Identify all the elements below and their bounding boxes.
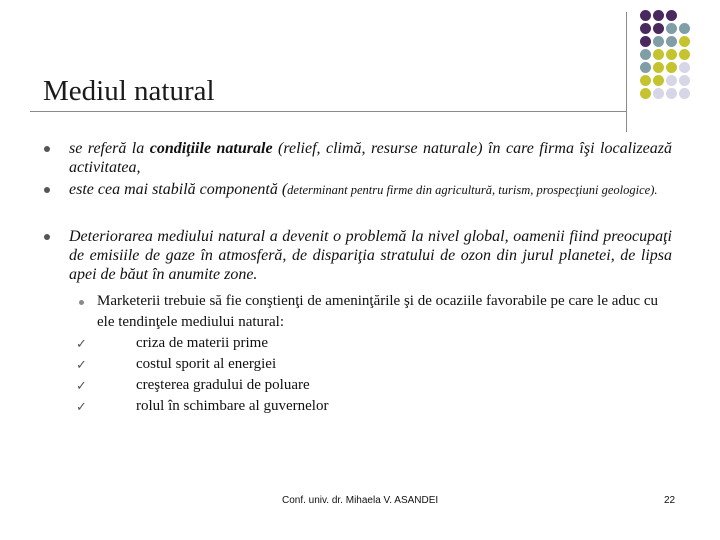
decorative-dot [640, 10, 651, 21]
check-icon: ✓ [76, 379, 87, 394]
check-item-1: criza de materii prime [136, 335, 269, 351]
decorative-dot [679, 62, 690, 73]
decorative-dot [679, 75, 690, 86]
decorative-dot [640, 75, 651, 86]
decorative-dot [640, 23, 651, 34]
sub-bullet-text: Marketerii trebuie să fie conştienţi de ameninţările şi de ocaziile favorabile pe care le aduc cu ele tendinţele mediului natural: [97, 293, 658, 330]
bullet-1-bold: condiţiile naturale [149, 140, 273, 157]
decorative-dot [666, 23, 677, 34]
decorative-dot [653, 10, 664, 21]
slide-title: Mediul natural [43, 75, 215, 107]
decorative-dot [640, 88, 651, 99]
check-item-2: costul sporit al energiei [136, 356, 277, 372]
decorative-dot [653, 49, 664, 60]
check-icon: ✓ [76, 358, 87, 373]
decorative-dot [653, 23, 664, 34]
decorative-dot [666, 49, 677, 60]
bullet-2-part-a: este cea mai stabilă componentă ( [69, 181, 288, 198]
decorative-dot [666, 36, 677, 47]
decorative-dot [640, 62, 651, 73]
bullet-2-small: determinant pentru firme din agricultură, turism, prospecţiuni geologice). [287, 183, 658, 197]
decorative-dot [640, 49, 651, 60]
decorative-dot [679, 88, 690, 99]
decorative-dot-grid [640, 10, 710, 110]
decorative-dot [640, 36, 651, 47]
decorative-dot [653, 62, 664, 73]
bullet-text-2 [69, 180, 672, 200]
bullet-1-part-a: se referă la [69, 140, 150, 157]
check-icon: ✓ [76, 337, 87, 352]
bullet-icon [44, 234, 50, 240]
decorative-dot [653, 88, 664, 99]
bullet-icon [44, 187, 50, 193]
decorative-dot [666, 88, 677, 99]
decorative-dot [679, 49, 690, 60]
check-icon: ✓ [76, 400, 87, 415]
decorative-dot [666, 10, 677, 21]
check-item-3: creşterea gradului de poluare [136, 377, 310, 393]
bullet-text-3: Deteriorarea mediului natural a devenit o problemă la nivel global, oamenii fiind preocupaţi de emisiile de gaze în atmosferă, de dispariţia stratului de ozon din jurul planetei, de lipsa apei de băut în anumite zone. [69, 228, 672, 283]
decorative-dot [666, 62, 677, 73]
bullet-1-part-b: (relief, climă, resurse naturale) în care firma îşi localizează activitatea, [69, 140, 673, 176]
vertical-divider [626, 12, 627, 132]
decorative-dot [666, 75, 677, 86]
page-number: 22 [664, 495, 676, 506]
footer-author: Conf. univ. dr. Mihaela V. ASANDEI [282, 495, 439, 506]
bullet-icon [44, 146, 50, 152]
check-item-4: rolul în schimbare al guvernelor [136, 398, 329, 414]
title-underline [30, 111, 626, 112]
sub-bullet-icon [79, 300, 84, 305]
decorative-dot [653, 36, 664, 47]
decorative-dot [679, 36, 690, 47]
decorative-dot [679, 23, 690, 34]
decorative-dot [653, 75, 664, 86]
bullet-text-1 [69, 139, 672, 177]
